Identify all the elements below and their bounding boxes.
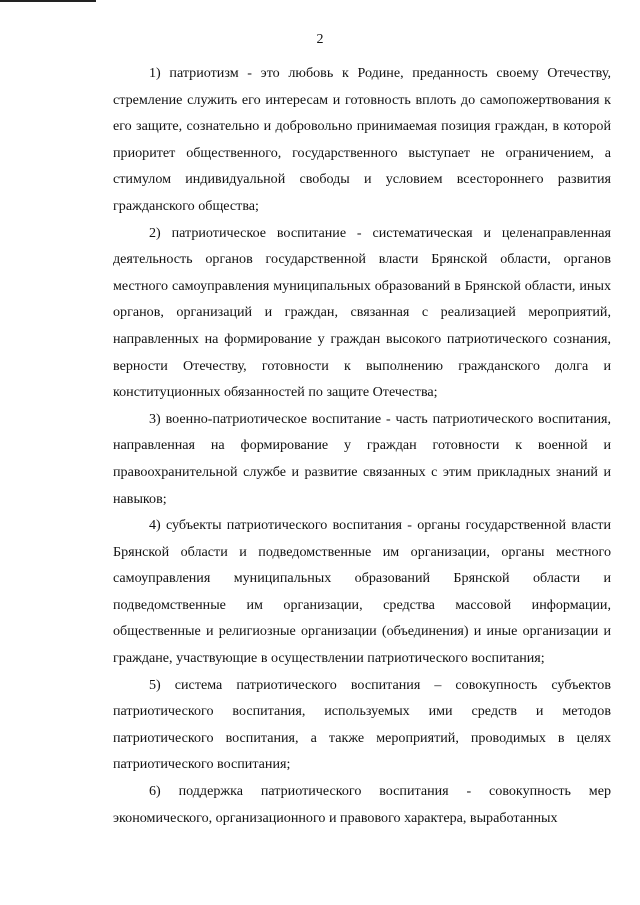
document-body xyxy=(113,60,611,831)
paragraph-subjects: 4) субъекты патриотического воспитания - органы государственной власти Брянской области и подведомственные им организации, органы местного самоуправления муниципальных образований Брянской области и подведомственные им организации, средства массовой информации, общественные и религиозные организации (объединения) и иные организации и граждане, участвующие в осуществлении патриотического воспитания; xyxy=(113,517,611,667)
paragraph-support: 6) поддержка патриотического воспитания - совокупность мер экономического, организационного и правового характера, выработанных xyxy=(113,783,611,826)
paragraph-military-patriotic-education: 3) военно-патриотическое воспитание - часть патриотического воспитания, направленная на формирование у граждан готовности к военной и правоохранительной службе и развитие связанных с этим прикладных знаний и навыков; xyxy=(113,410,611,507)
paragraph-patriotism: 1) патриотизм - это любовь к Родине, преданность своему Отечеству, стремление служить его интересам и готовность вплоть до самопожертвования к его защите, сознательно и добровольно принимаемая позиция граждан, в которой приоритет общественного, государственного выступает не ограничением, а стимулом индивидуальной свободы и условием всестороннего развития гражданского общества; xyxy=(113,65,611,214)
page-number: 2 xyxy=(316,32,324,47)
paragraph-patriotic-education: 2) патриотическое воспитание - систематическая и целенаправленная деятельность органов государственной власти Брянской области, органов местного самоуправления муниципальных образований в Брянской области, иных органов, организаций и граждан, связанная с реализацией мероприятий, направленных на формирование у граждан высокого патриотического сознания, верности Отечеству, готовности к выполнению гражданского долга и конституционных обязанностей по защите Отечества; xyxy=(113,224,611,401)
header-rule xyxy=(0,0,96,2)
paragraph-system: 5) система патриотического воспитания – совокупность субъектов патриотического воспитания, используемых ими средств и методов патриотического воспитания, а также мероприятий, проводимых в целях патриотического воспитания; xyxy=(113,676,611,773)
